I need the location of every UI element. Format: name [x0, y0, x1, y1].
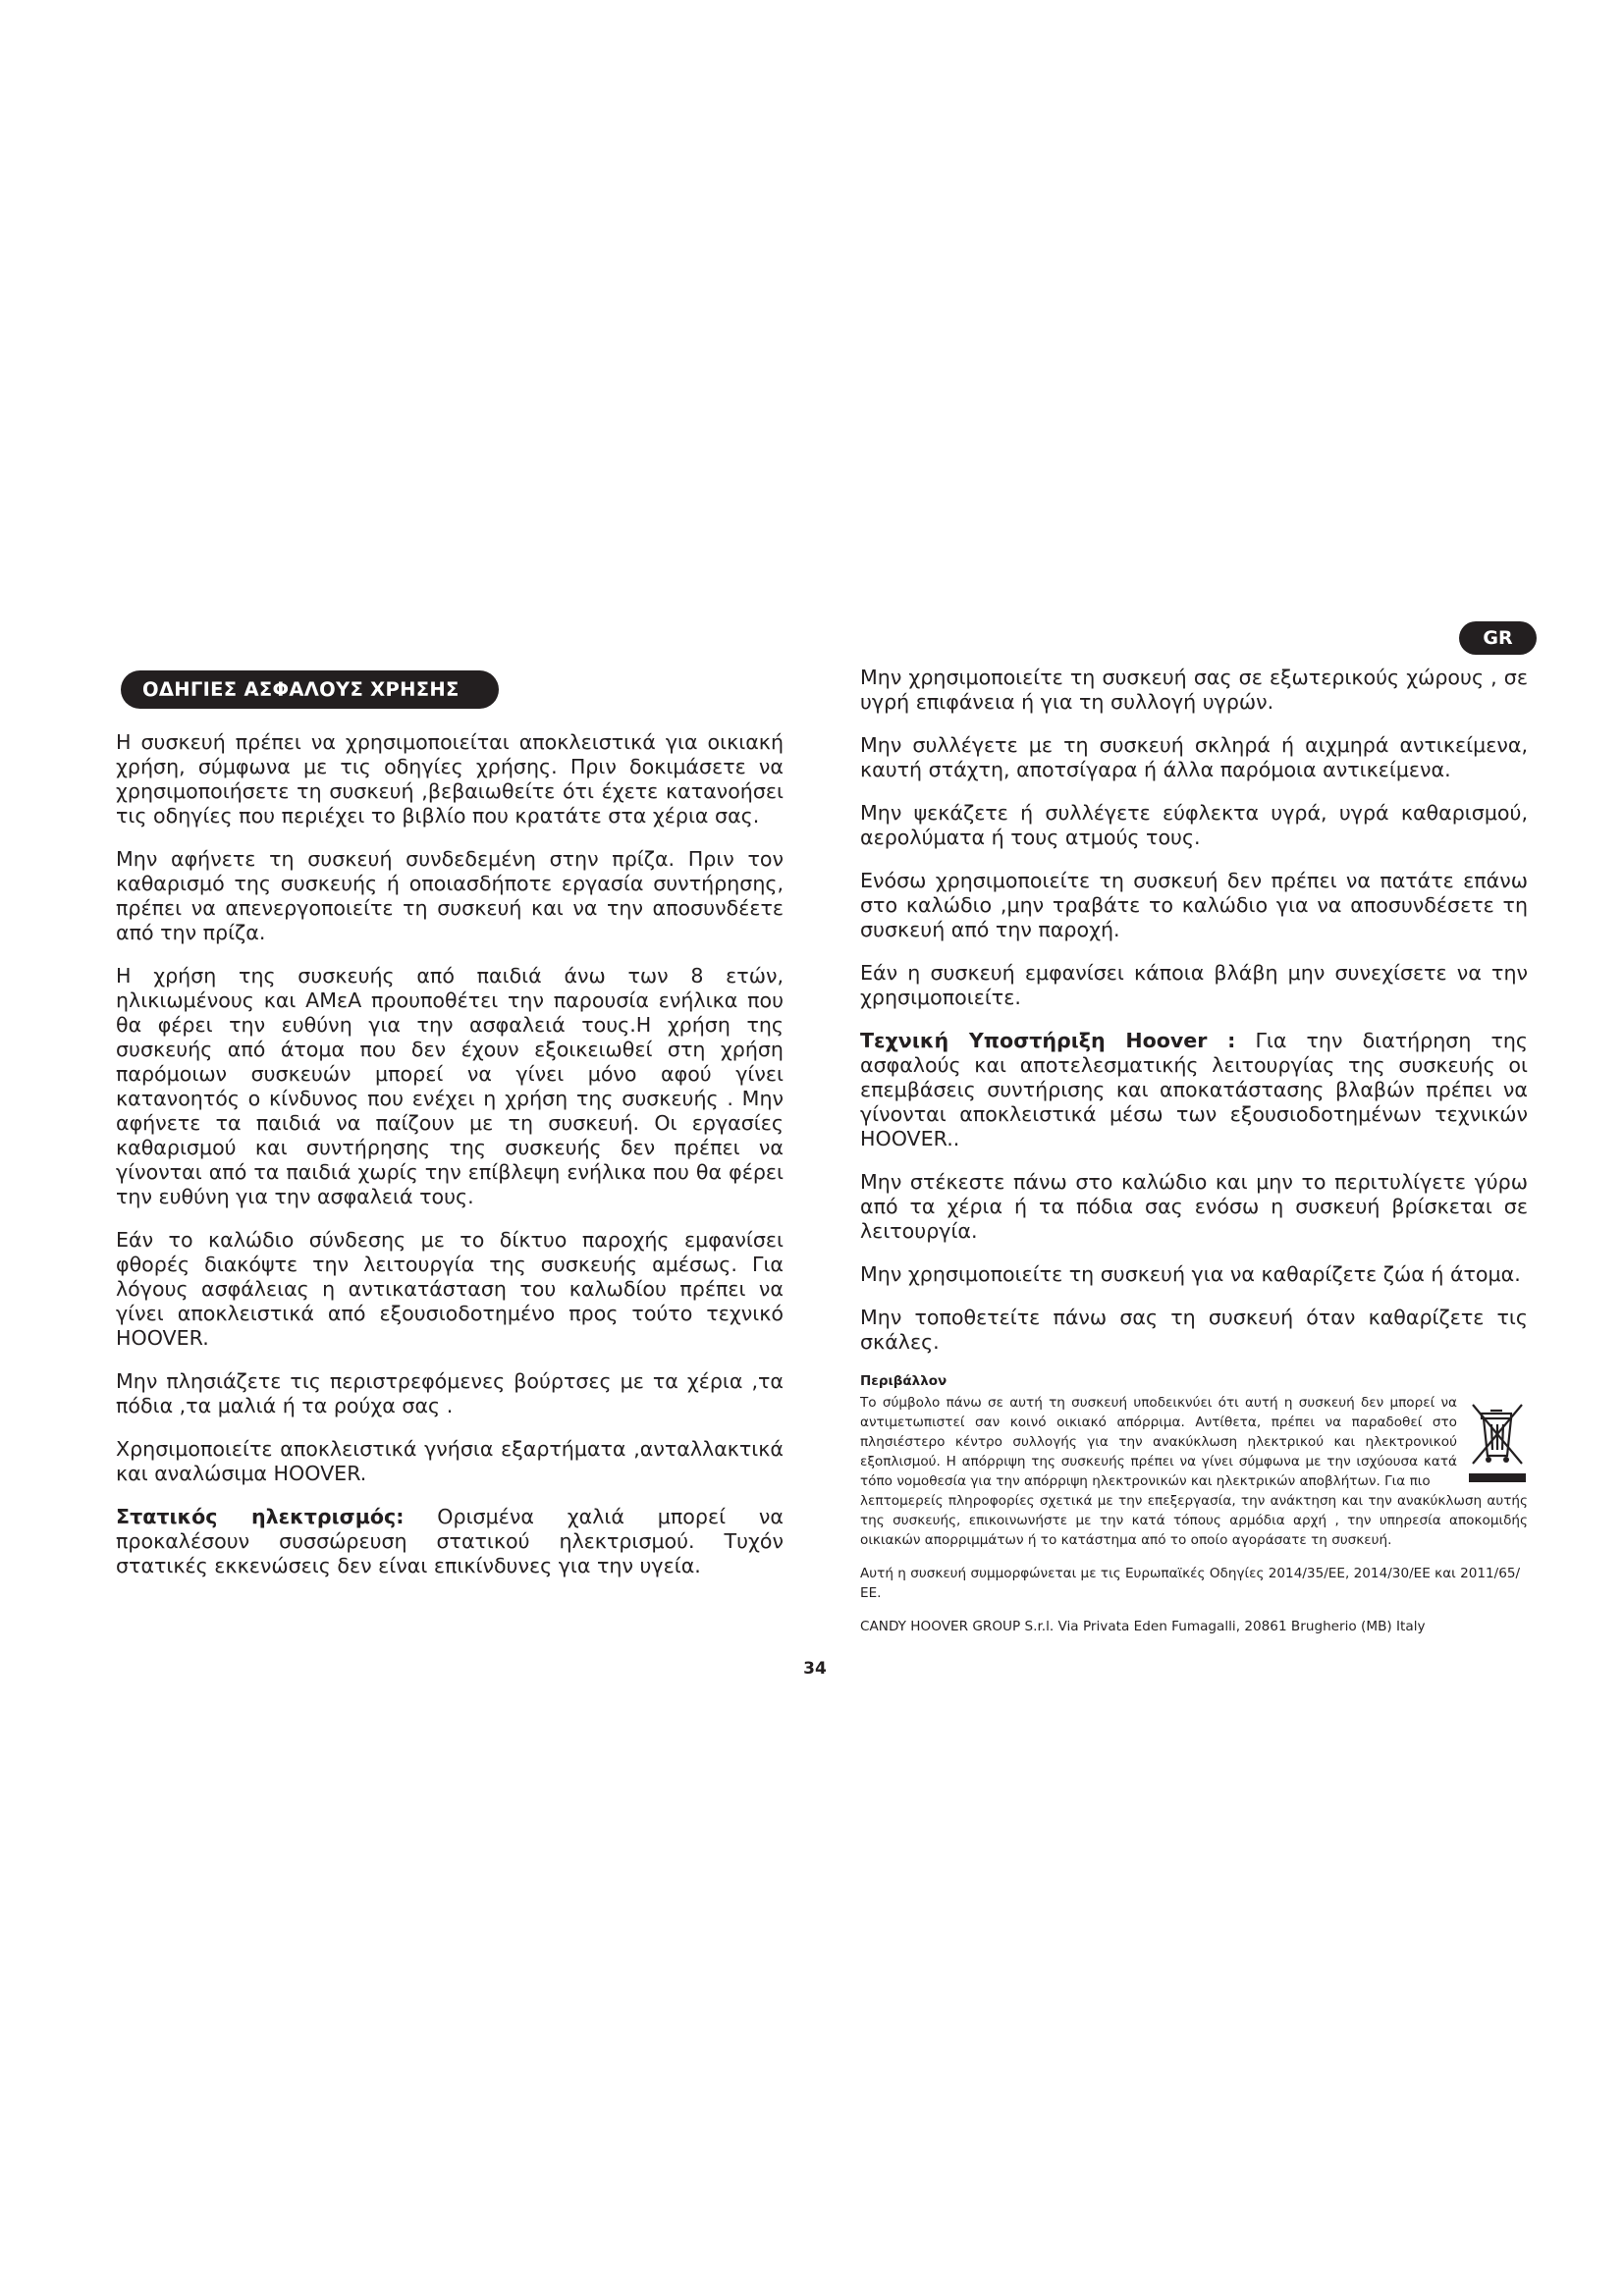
- paragraph: [860, 869, 1528, 942]
- paragraph: [116, 1369, 784, 1418]
- environment-heading: Περιβάλλον: [860, 1373, 947, 1389]
- paragraph: [860, 1306, 1528, 1355]
- paragraph-text: Μην τοποθετείτε πάνω σας τη συσκευή όταν καθαρίζετε τις σκάλες.: [860, 1306, 1528, 1354]
- paragraph-text: Η συσκευή πρέπει να χρησιμοποιείται αποκλειστικά για οικιακή χρήση, σύμφωνα με τις οδηγίες χρήσης. Πριν δοκιμάσετε να χρησιμοποιήσετε τη συσκευή ,βεβαιωθείτε ότι έχετε κατανοήσει τις οδηγίες που περιέχει το βιβλίο που κρατάτε στα χέρια σας.: [116, 730, 784, 828]
- compliance-statement: Αυτή η συσκευή συμμορφώνεται με τις Ευρωπαϊκές Οδηγίες 2014/35/ΕΕ, 2014/30/ΕΕ και 2011/65/ ΕΕ.: [860, 1566, 1521, 1601]
- paragraph: [116, 1505, 784, 1578]
- paragraph-text: Η χρήση της συσκευής από παιδιά άνω των 8 ετών, ηλικιωμένους και ΑΜεΑ προυποθέτει την παρουσία ενήλικα που θα φέρει την ευθύνη για την ασφαλειά τους.Η χρήση της συσκευής από άτομα που δεν έχουν εξοικειωθεί στη χρήση παρόμοιων συσκευών μπορεί να γίνει μόνο αφού γίνει κατανοητός ο κίνδυνος που ενέχει η χρήση της συσκευής . Μην αφήνετε τα παιδιά να παίζουν με τη συσκευή. Οι εργασίες καθαρισμού και συντήρησης της συσκευής δεν πρέπει να γίνονται από τα παιδιά χωρίς την επίβλεψη ενήλικα που θα φέρει την ευθύνη για την ασφαλειά τους.: [116, 964, 784, 1208]
- company-address: CANDY HOOVER GROUP S.r.l. Via Privata Eden Fumagalli, 20861 Brugherio (MB) Italy: [860, 1619, 1426, 1634]
- paragraph: [116, 1228, 784, 1351]
- paragraph-text: Μην πλησιάζετε τις περιστρεφόμενες βούρτσες με τα χέρια ,τα πόδια ,τα μαλιά ή τα ρούχα σας .: [116, 1369, 784, 1417]
- page-number: 34: [803, 1659, 827, 1679]
- paragraph-text: Εάν το καλώδιο σύνδεσης με το δίκτυο παροχής εμφανίσει φθορές διακόψτε την λειτουργία της συσκευής αμέσως. Για λόγους ασφάλειας η αντικατάσταση του καλωδίου πρέπει να γίνει αποκλειστικά από εξουσιοδοτημένο προς τούτο τεχνικό HOOVER.: [116, 1228, 784, 1350]
- paragraph-text: Μην στέκεστε πάνω στο καλώδιο και μην το περιτυλίγετε γύρω από τα χέρια ή τα πόδια σας ενόσω η συσκευή βρίσκεται σε λειτουργία.: [860, 1170, 1528, 1243]
- paragraph-text: Ενόσω χρησιμοποιείτε τη συσκευή δεν πρέπει να πατάτε επάνω στο καλώδιο ,μην τραβάτε το καλώδιο για να αποσυνδέσετε τη συσκευή από την παροχή.: [860, 869, 1528, 941]
- environment-section: [860, 1373, 1528, 1636]
- paragraph-lead: Στατικός ηλεκτρισμός:: [116, 1505, 405, 1528]
- section-title: ΟΔΗΓΙΕΣ ΑΣΦΑΛΟΥΣ ΧΡΗΣΗΣ: [121, 670, 499, 709]
- paragraph-text: Για την διατήρηση της ασφαλούς και αποτελεσματικής λειτουργίας της συσκευής οι επεμβάσεις συντήρισης και αποκατάστασης βλαβών πρέπει να γίνονται αποκλειστικά μέσω των εξουσιοδοτημένων τεχνικών HOOVER..: [860, 1029, 1529, 1150]
- paragraph: [116, 847, 784, 945]
- paragraph: [860, 801, 1528, 850]
- paragraph-text: Μην αφήνετε τη συσκευή συνδεδεμένη στην πρίζα. Πριν τον καθαρισμό της συσκευής ή οποιασδήποτε εργασία συντήρησης, πρέπει να απενεργοποιείτε τη συσκευή και να την αποσυνδέετε από την πρίζα.: [116, 847, 784, 944]
- paragraph-text: Χρησιμοποιείτε αποκλειστικά γνήσια εξαρτήματα ,ανταλλακτικά και αναλώσιμα HOOVER.: [116, 1437, 784, 1485]
- right-paragraphs: [860, 666, 1528, 1355]
- paragraph-text: Μην συλλέγετε με τη συσκευή σκληρά ή αιχμηρά αντικείμενα, καυτή στάχτη, αποτσίγαρα ή άλλα παρόμοια αντικείμενα.: [860, 733, 1528, 781]
- paragraph-text: Μην χρησιμοποιείτε τη συσκευή σας σε εξωτερικούς χώρους , σε υγρή επιφάνεια ή για τη συλλογή υγρών.: [860, 666, 1528, 714]
- left-column: [116, 670, 784, 1597]
- environment-text-continued: λεπτομερείς πληροφορίες σχετικά με την επεξεργασία, την ανάκτηση και την ανακύκλωση αυτής της συσκευής, επικοινωνήστε με την κατά τόπους αρμόδια αρχή , την υπηρεσία αποκομιδής οικιακών απορριμμάτων ή το κατάστημα από το οποίο αγοράσατε τη συσκευή.: [860, 1493, 1528, 1548]
- paragraph: [116, 730, 784, 828]
- crossed-out-wheelie-bin-icon: [1467, 1399, 1528, 1489]
- paragraph-text: Ορισμένα χαλιά μπορεί να προκαλέσουν συσσώρευση στατικού ηλεκτρισμού. Τυχόν στατικές εκκενώσεις δεν είναι επικίνδυνες για την υγεία.: [116, 1505, 784, 1577]
- paragraph: [116, 964, 784, 1209]
- paragraph: [860, 1170, 1528, 1244]
- paragraph-text: Μην ψεκάζετε ή συλλέγετε εύφλεκτα υγρά, υγρά καθαρισμού, αερολύματα ή τους ατμούς τους.: [860, 801, 1528, 849]
- paragraph: [860, 961, 1528, 1010]
- paragraph: [860, 733, 1528, 782]
- paragraph-text: Μην χρησιμοποιείτε τη συσκευή για να καθαρίζετε ζώα ή άτομα.: [860, 1262, 1521, 1286]
- left-paragraphs: [116, 730, 784, 1578]
- paragraph: [860, 666, 1528, 715]
- paragraph-text: Εάν η συσκευή εμφανίσει κάποια βλάβη μην συνεχίσετε να την χρησιμοποιείτε.: [860, 961, 1528, 1009]
- paragraph: [116, 1437, 784, 1486]
- environment-text: Το σύμβολο πάνω σε αυτή τη συσκευή υποδεικνύει ότι αυτή η συσκευή δεν μπορεί να αντιμετωπιστεί σαν κοινό οικιακό απόρριμα. Αντίθετα, πρέπει να παραδοθεί στο πλησιέστερο κέντρο συλλογής για την ανακύκλωση ηλεκτρικού και ηλεκτρονικού εξοπλισμού. Η απόρριψη της συσκευής πρέπει να γίνει σύμφωνα με την ισχύουσα κατά τόπο νομοθεσία για την απόρριψη ηλεκτρονικών και ηλεκτρικών αποβλήτων. Για πιο: [860, 1395, 1457, 1489]
- paragraph: [860, 1262, 1528, 1287]
- paragraph: [860, 1029, 1528, 1151]
- language-badge: GR: [1459, 621, 1537, 655]
- right-column: [860, 666, 1528, 1636]
- paragraph-lead: Τεχνική Υποστήριξη Hoover :: [860, 1029, 1236, 1052]
